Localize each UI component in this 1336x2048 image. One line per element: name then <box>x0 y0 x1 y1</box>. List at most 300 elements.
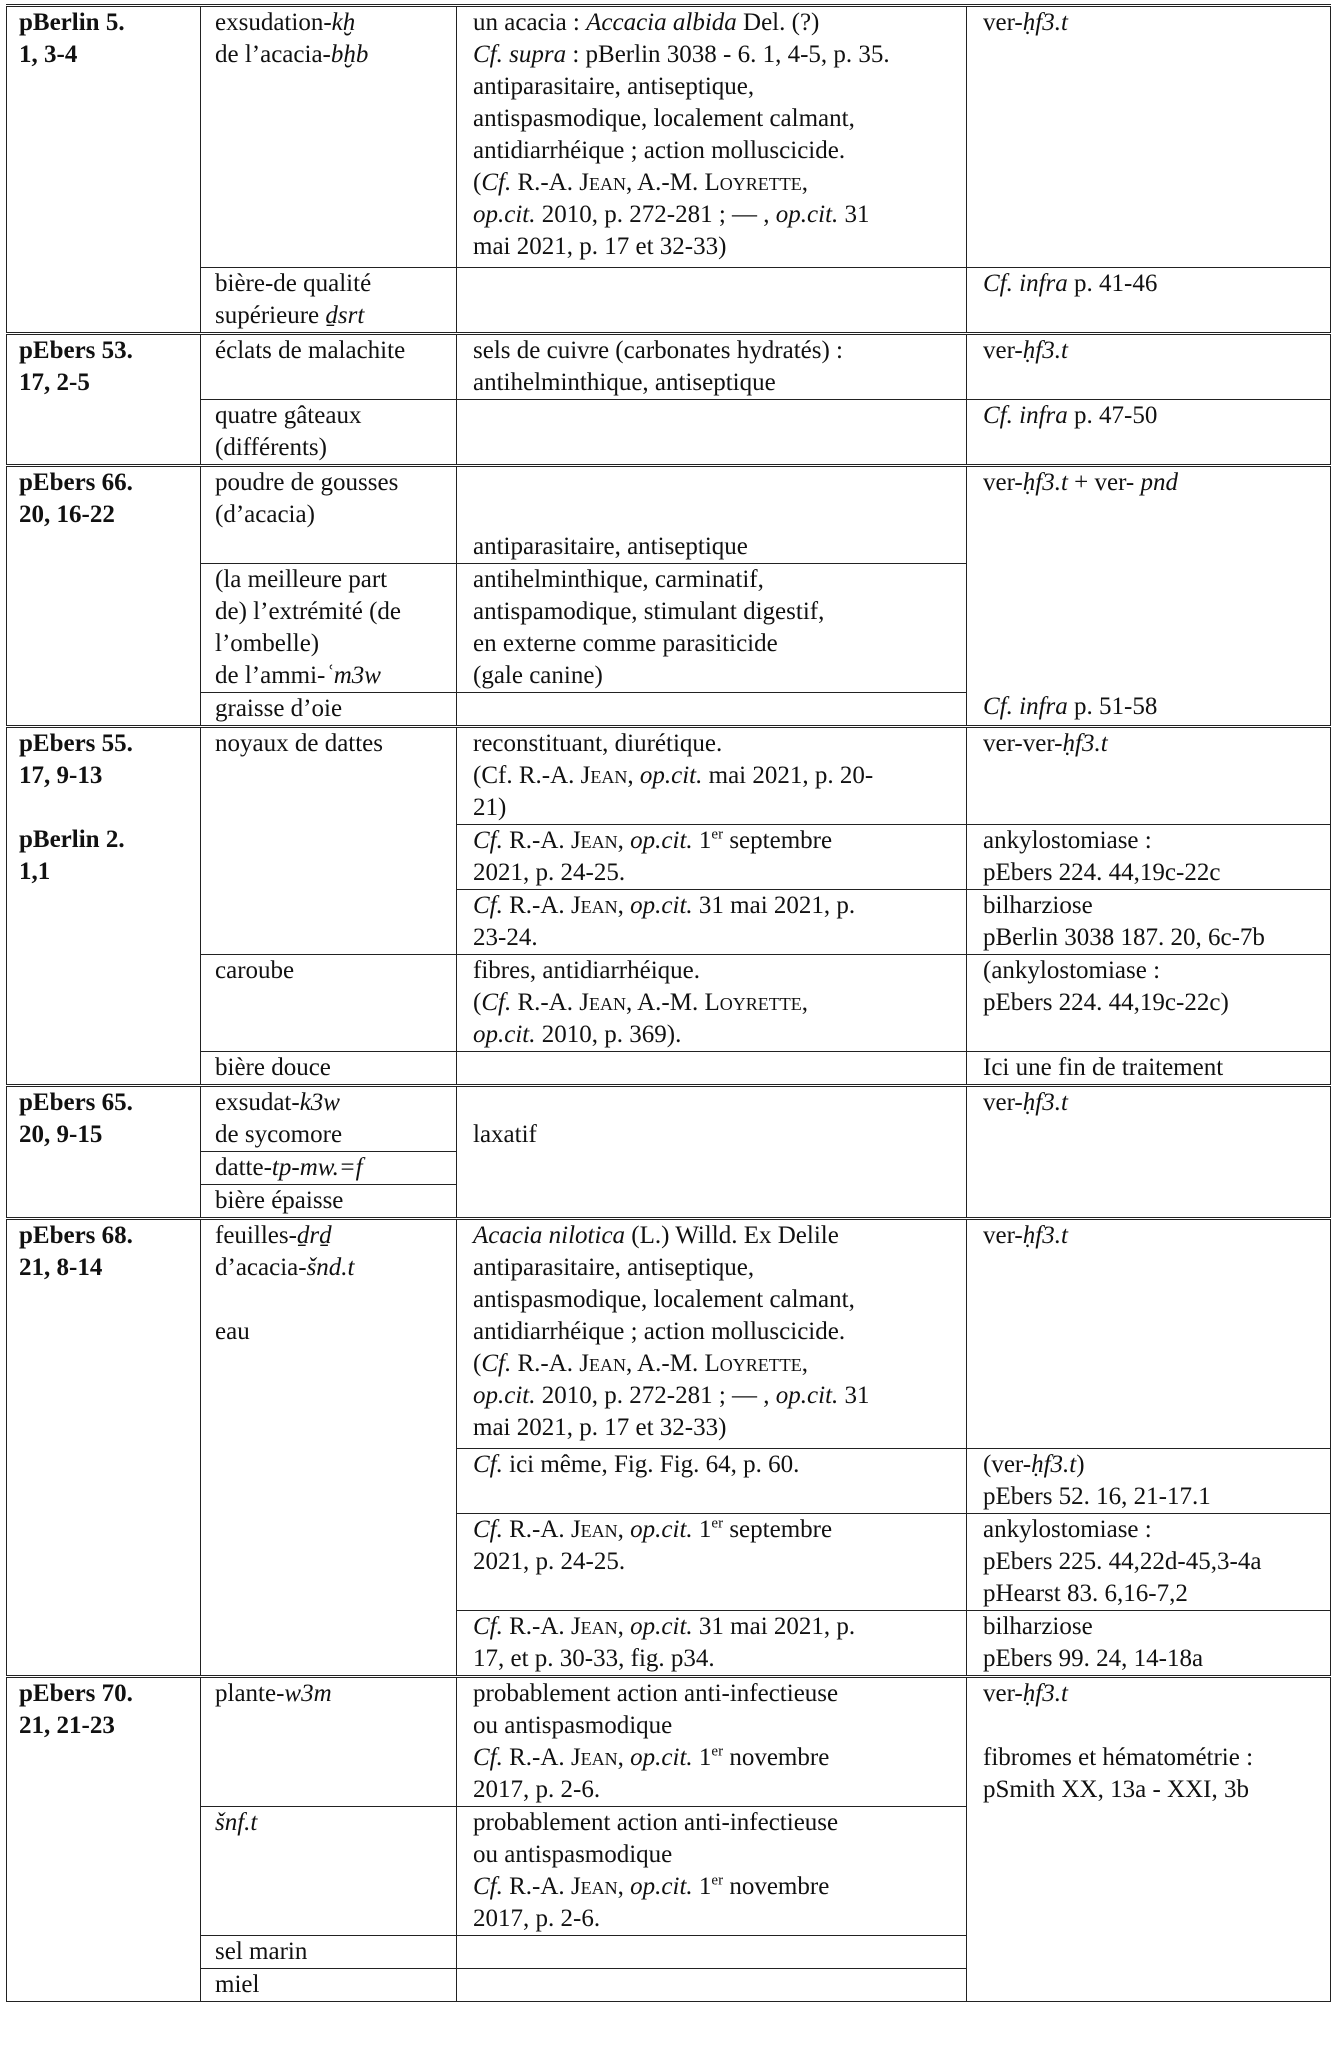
text-run: Cf. <box>473 1744 503 1771</box>
text-run: pEbers 55. <box>19 730 133 757</box>
text-run: 31 <box>838 1382 870 1409</box>
text-run: probablement action anti-infectieuse <box>473 1809 839 1836</box>
text-run: R.-A. <box>511 169 580 196</box>
superscript-text: er <box>711 1872 724 1889</box>
text-run: plante- <box>215 1680 285 1707</box>
indication-cell <box>967 400 1331 466</box>
text-run: 2010, p. 272-281 ; — , <box>535 201 776 228</box>
indication-cell <box>967 727 1331 825</box>
text-run: p. 47-50 <box>1067 402 1158 429</box>
indication-cell <box>967 6 1331 268</box>
cell-line <box>983 922 1322 954</box>
text-run: 2021, p. 24-25. <box>473 1548 626 1575</box>
cell-line <box>215 1119 448 1151</box>
text-run: , A.-M. <box>626 1350 705 1377</box>
ingredient-cell <box>201 727 457 955</box>
text-run: R.-A. <box>502 1516 571 1543</box>
text-run: ver- <box>983 1222 1023 1249</box>
cell-line <box>473 1643 958 1675</box>
text-run: R.-A. <box>511 1350 580 1377</box>
text-run: šnd.t <box>306 1254 355 1281</box>
blank-line <box>983 627 1322 659</box>
text-run: éclats de malachite <box>215 337 406 364</box>
text-run: + ver- <box>1067 469 1141 496</box>
text-run: reconstituant, diurétique. <box>473 730 723 757</box>
indication-cell <box>967 890 1331 955</box>
text-run: ou antispasmodique <box>473 1712 673 1739</box>
cell-line <box>215 467 448 499</box>
text-run: op.cit. <box>630 1744 693 1771</box>
text-run: pEbers 53. <box>19 337 133 364</box>
cell-line <box>473 1449 958 1481</box>
cell-line <box>473 1119 958 1151</box>
text-run: exsudation- <box>215 9 332 36</box>
text-run: bière douce <box>215 1054 331 1081</box>
cell-line <box>215 499 448 531</box>
table-row <box>7 1219 1331 1449</box>
text-run: sels de cuivre (carbonates hydratés) : <box>473 337 843 364</box>
table-row <box>7 727 1331 825</box>
cell-line <box>473 987 958 1019</box>
table-row <box>7 466 1331 564</box>
pharmacology-cell <box>457 268 967 334</box>
text-run: pEbers 68. <box>19 1222 133 1249</box>
text-run: bière épaisse <box>215 1187 344 1214</box>
pharmacology-cell <box>457 1514 967 1611</box>
cell-line <box>215 268 448 300</box>
cell-line <box>19 39 192 71</box>
text-run: R.-A. <box>502 1873 571 1900</box>
table-row <box>7 1677 1331 1807</box>
text-run: antihelminthique, carminatif, <box>473 566 764 593</box>
pharmacology-cell <box>457 1611 967 1677</box>
text-run: Cf. <box>481 1350 512 1377</box>
cell-line <box>215 1087 448 1119</box>
cell-line <box>19 760 192 792</box>
cell-line <box>473 1284 958 1316</box>
text-run: op.cit. <box>630 1613 693 1640</box>
text-run: 21, 21-23 <box>19 1712 115 1739</box>
cell-line <box>983 1220 1322 1252</box>
text-run: septembre <box>723 827 833 854</box>
text-run: pEbers 224. 44,19c-22c <box>983 859 1221 886</box>
cell-line <box>473 1546 958 1578</box>
ingredient-cell <box>201 1185 457 1219</box>
text-run: Jean <box>570 1613 618 1640</box>
text-run: antihelminthique, antiseptique <box>473 369 776 396</box>
cell-line <box>983 268 1322 300</box>
pharmacology-cell <box>457 955 967 1052</box>
text-run: Jean <box>579 1350 626 1377</box>
cell-line <box>473 1871 958 1903</box>
cell-line <box>473 199 958 231</box>
indication-cell <box>967 334 1331 400</box>
cell-line <box>473 1611 958 1643</box>
text-run: ( <box>473 169 482 196</box>
text-run: , <box>617 827 631 854</box>
text-run: Cf. infra <box>983 402 1068 429</box>
cell-line <box>473 531 958 563</box>
cell-line <box>983 1052 1322 1084</box>
text-run: ḥf3.t <box>1022 9 1068 36</box>
cell-line <box>473 596 958 628</box>
indication-cell <box>967 1677 1331 2002</box>
text-run: Cf. <box>473 1451 503 1478</box>
text-run: supérieure <box>215 302 326 329</box>
text-run: de l’ammi- <box>215 662 326 689</box>
cell-line <box>19 499 192 531</box>
cell-line <box>19 1220 192 1252</box>
text-run: quatre gâteaux <box>215 402 362 429</box>
cell-line <box>19 1119 192 1151</box>
text-run: novembre <box>723 1744 830 1771</box>
pharmacology-cell <box>457 564 967 693</box>
text-run: 2021, p. 24-25. <box>473 859 626 886</box>
pharmacology-cell <box>457 1052 967 1086</box>
cell-line <box>983 955 1322 987</box>
cell-line <box>19 367 192 399</box>
cell-line <box>473 103 958 135</box>
text-run: (ankylostomiase : <box>983 957 1161 984</box>
ingredient-cell <box>201 1219 457 1677</box>
text-run: ḏsrt <box>325 302 365 329</box>
cell-line <box>19 7 192 39</box>
text-run: Cf. infra <box>983 693 1068 720</box>
source-cell <box>7 1219 201 1677</box>
text-run: ver-ver- <box>983 730 1063 757</box>
text-run: , <box>627 762 640 789</box>
cell-line <box>983 691 1322 723</box>
cell-line <box>215 1936 448 1968</box>
text-run: ) <box>1076 1451 1085 1478</box>
cell-line <box>215 1220 448 1252</box>
cell-line <box>473 1514 958 1546</box>
text-run: , <box>617 892 631 919</box>
text-run: 17, 2-5 <box>19 369 90 396</box>
indication-cell <box>967 1086 1331 1219</box>
cell-line <box>215 1969 448 2001</box>
cell-line <box>983 1087 1322 1119</box>
cell-line <box>473 1348 958 1380</box>
text-run: pBerlin 2. <box>19 826 125 853</box>
cell-line <box>473 1316 958 1348</box>
blank-line <box>983 531 1322 563</box>
cell-line <box>473 1839 958 1871</box>
ingredient-cell <box>201 1052 457 1086</box>
indication-cell <box>967 1449 1331 1514</box>
text-run: , <box>617 1613 631 1640</box>
text-run: R.-A. <box>502 1744 571 1771</box>
text-run: op.cit. <box>630 1873 693 1900</box>
text-run: op.cit. <box>473 1382 536 1409</box>
cell-line <box>19 1678 192 1710</box>
cell-line <box>19 856 192 888</box>
text-run: Cf. <box>473 827 503 854</box>
cell-line <box>473 628 958 660</box>
cell-line <box>473 825 958 857</box>
cell-line <box>983 400 1322 432</box>
indication-cell <box>967 955 1331 1052</box>
text-run: pBerlin 3038 187. 20, 6c-7b <box>983 924 1265 951</box>
text-run: antispasmodique, localement calmant, <box>473 105 855 132</box>
text-run: un acacia : <box>473 9 587 36</box>
indication-cell <box>967 1611 1331 1677</box>
text-run: 17, et p. 30-33, fig. p34. <box>473 1645 715 1672</box>
text-run: Cf. infra <box>983 270 1068 297</box>
cell-line <box>215 564 448 596</box>
table-row <box>7 1052 1331 1086</box>
pharmacology-cell <box>457 334 967 400</box>
cell-line <box>19 728 192 760</box>
table-row <box>7 1086 1331 1152</box>
blank-line <box>473 467 958 499</box>
cell-line <box>983 1611 1322 1643</box>
text-run: op.cit. <box>630 1516 693 1543</box>
text-run: tp-mw.=f <box>271 1154 363 1181</box>
text-run: R.-A. <box>502 892 571 919</box>
text-run: 20, 16-22 <box>19 501 115 528</box>
pharmacology-cell <box>457 1936 967 1969</box>
cell-line <box>215 1252 448 1284</box>
text-run: bḫb <box>330 41 369 68</box>
indication-cell <box>967 1052 1331 1086</box>
text-run: en externe comme parasiticide <box>473 630 778 657</box>
text-run: Cf. <box>481 169 512 196</box>
text-run: antiparasitaire, antiseptique <box>473 533 748 560</box>
text-run: op.cit. <box>775 1382 839 1409</box>
text-run: novembre <box>723 1873 830 1900</box>
text-run: op.cit. <box>630 892 693 919</box>
text-run: Jean <box>570 1873 618 1900</box>
text-run: Accacia albida <box>586 9 737 36</box>
text-run: R.-A. <box>512 762 581 789</box>
text-run: bière-de qualité <box>215 270 372 297</box>
text-run: Jean <box>570 827 618 854</box>
indication-cell <box>967 825 1331 890</box>
ingredient-cell <box>201 6 457 268</box>
text-run: pBerlin 5. <box>19 9 125 36</box>
text-run: Loyrette <box>704 1350 802 1377</box>
cell-line <box>983 7 1322 39</box>
text-run: ḥf3.t <box>1062 730 1108 757</box>
text-run: mai 2021, p. 20- <box>702 762 874 789</box>
cell-line <box>473 367 958 399</box>
ingredient-cell <box>201 1677 457 1807</box>
text-run: 2010, p. 369). <box>535 1021 682 1048</box>
cell-line <box>983 1643 1322 1675</box>
cell-line <box>19 1710 192 1742</box>
cell-line <box>215 1052 448 1084</box>
text-run: noyaux de dattes <box>215 730 384 757</box>
cell-line <box>473 1678 958 1710</box>
pharmacology-cell <box>457 400 967 466</box>
cell-line <box>19 1087 192 1119</box>
cell-line <box>983 1546 1322 1578</box>
text-run: pEbers 52. 16, 21-17.1 <box>983 1483 1211 1510</box>
text-run: Ici une fin de traitement <box>983 1054 1224 1081</box>
blank-line <box>983 659 1322 691</box>
text-run: 23-24. <box>473 924 538 951</box>
cell-line <box>473 167 958 199</box>
text-run: op.cit. <box>630 827 693 854</box>
remedies-table <box>6 4 1331 2002</box>
cell-line <box>215 693 448 725</box>
text-run: pSmith XX, 13a - XXI, 3b <box>983 1776 1249 1803</box>
cell-line <box>983 1481 1322 1513</box>
text-run: eau <box>215 1318 250 1345</box>
cell-line <box>215 1678 448 1710</box>
text-run: Jean <box>580 762 628 789</box>
text-run: pEbers 225. 44,22d-45,3-4a <box>983 1548 1262 1575</box>
text-run: l’ombelle) <box>215 630 320 657</box>
cell-line <box>473 792 958 824</box>
cell-line <box>983 857 1322 889</box>
text-run: ver- <box>983 9 1023 36</box>
ingredient-cell <box>201 1936 457 1969</box>
text-run: Cf. supra <box>473 41 567 68</box>
cell-line <box>215 432 448 464</box>
blank-line <box>19 792 192 824</box>
text-run: R.-A. <box>502 827 571 854</box>
text-run: R.-A. <box>502 1613 571 1640</box>
cell-line <box>473 1903 958 1935</box>
text-run: , A.-M. <box>626 169 705 196</box>
text-run: laxatif <box>473 1121 537 1148</box>
ingredient-cell <box>201 334 457 400</box>
cell-line <box>983 1578 1322 1610</box>
text-run: graisse d’oie <box>215 695 343 722</box>
text-run: ḏrḏ <box>296 1222 332 1249</box>
text-run: pHearst 83. 6,16-7,2 <box>983 1580 1188 1607</box>
cell-line <box>983 987 1322 1019</box>
text-run: (différents) <box>215 434 327 461</box>
text-run: Cf. <box>481 989 512 1016</box>
text-run: 1 <box>692 827 712 854</box>
text-run: , <box>801 169 808 196</box>
text-run: 21, 8-14 <box>19 1254 103 1281</box>
cell-line <box>983 825 1322 857</box>
text-run: pEbers 224. 44,19c-22c) <box>983 989 1229 1016</box>
text-run: Acacia nilotica <box>473 1222 626 1249</box>
cell-line <box>215 1152 448 1184</box>
text-run: de sycomore <box>215 1121 343 1148</box>
cell-line <box>473 7 958 39</box>
cell-line <box>473 1019 958 1051</box>
text-run: : pBerlin 3038 - 6. 1, 4-5, p. 35. <box>566 41 890 68</box>
text-run: ou antispasmodique <box>473 1841 673 1868</box>
cell-line <box>215 7 448 39</box>
table-body <box>7 6 1331 2002</box>
text-run: 20, 9-15 <box>19 1121 103 1148</box>
text-run: antispasmodique, localement calmant, <box>473 1286 855 1313</box>
blank-line <box>983 1710 1322 1742</box>
pharmacology-cell <box>457 466 967 564</box>
text-run: feuilles- <box>215 1222 297 1249</box>
text-run: (Cf. <box>473 762 513 789</box>
cell-line <box>215 400 448 432</box>
text-run: sel marin <box>215 1938 308 1965</box>
cell-line <box>19 1252 192 1284</box>
text-run: ver- <box>983 1680 1023 1707</box>
text-run: exsudat- <box>215 1089 300 1116</box>
text-run: 2017, p. 2-6. <box>473 1776 601 1803</box>
text-run: 17, 9-13 <box>19 762 103 789</box>
text-run: Cf. <box>473 1613 503 1640</box>
text-run: mai 2021, p. 17 et 32-33) <box>473 233 727 260</box>
cell-line <box>215 660 448 692</box>
text-run: op.cit. <box>639 762 703 789</box>
text-run: ḥf3.t <box>1022 1089 1068 1116</box>
text-run: antispamodique, stimulant digestif, <box>473 598 825 625</box>
cell-line <box>473 857 958 889</box>
ingredient-cell <box>201 400 457 466</box>
ingredient-cell <box>201 268 457 334</box>
pharmacology-cell <box>457 890 967 955</box>
text-run: antidiarrhéique ; action molluscicide. <box>473 137 846 164</box>
pharmacology-cell <box>457 6 967 268</box>
text-run: 1 <box>692 1873 712 1900</box>
text-run: Cf. <box>473 892 503 919</box>
cell-line <box>19 467 192 499</box>
text-run: Jean <box>570 1516 618 1543</box>
text-run: ankylostomiase : <box>983 1516 1152 1543</box>
cell-line <box>473 728 958 760</box>
text-run: p. 51-58 <box>1067 693 1158 720</box>
cell-line <box>215 335 448 367</box>
cell-line <box>473 231 958 263</box>
cell-line <box>19 335 192 367</box>
cell-line <box>473 1742 958 1774</box>
text-run: antiparasitaire, antiseptique, <box>473 1254 755 1281</box>
pharmacology-cell <box>457 1449 967 1514</box>
text-run: poudre de gousses <box>215 469 399 496</box>
table-row <box>7 955 1331 1052</box>
text-run: ḥf3.t <box>1022 337 1068 364</box>
text-run: caroube <box>215 957 295 984</box>
blank-line <box>983 595 1322 627</box>
cell-line <box>983 728 1322 760</box>
text-run: ḥf3.t <box>1031 1451 1077 1478</box>
cell-line <box>473 1710 958 1742</box>
cell-line <box>473 660 958 692</box>
superscript-text: er <box>711 826 724 843</box>
cell-line <box>983 467 1322 499</box>
ingredient-cell <box>201 1152 457 1185</box>
pharmacology-cell <box>457 1969 967 2002</box>
cell-line <box>473 135 958 167</box>
indication-cell <box>967 268 1331 334</box>
text-run: ankylostomiase : <box>983 827 1152 854</box>
cell-line <box>473 335 958 367</box>
cell-line <box>215 955 448 987</box>
text-run: 31 mai 2021, p. <box>692 892 856 919</box>
text-run: pEbers 66. <box>19 469 133 496</box>
cell-line <box>473 922 958 954</box>
cell-line <box>473 71 958 103</box>
source-cell <box>7 6 201 334</box>
cell-line <box>215 1185 448 1217</box>
text-run: bilharziose <box>983 892 1093 919</box>
text-run: 21) <box>473 794 507 821</box>
text-run: de) l’extrémité (de <box>215 598 402 625</box>
cell-line <box>215 628 448 660</box>
text-run: pEbers 99. 24, 14-18a <box>983 1645 1204 1672</box>
text-run: op.cit. <box>473 1021 536 1048</box>
table-row <box>7 334 1331 400</box>
text-run: 1, 3-4 <box>19 41 78 68</box>
text-run: ḥf3.t <box>1022 469 1068 496</box>
cell-line <box>983 1774 1322 1806</box>
